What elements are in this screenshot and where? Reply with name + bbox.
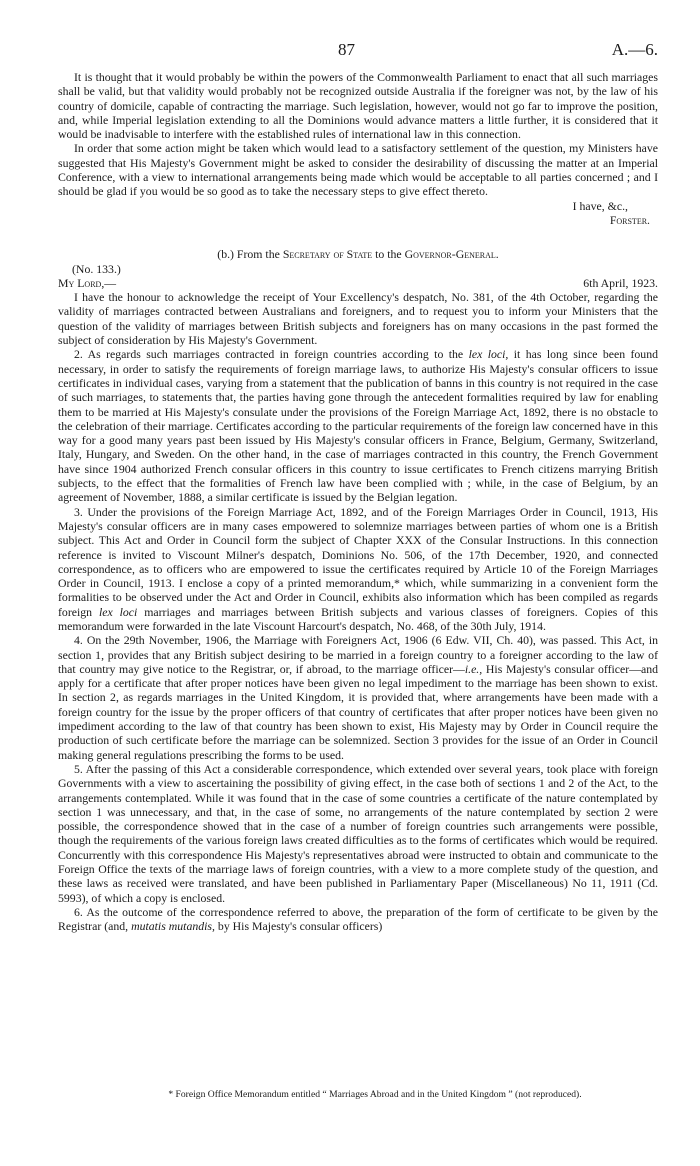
salutation: My Lord,— xyxy=(58,275,117,290)
page-number: 87 xyxy=(338,40,355,59)
intro-paragraph: In order that some action might be taken which would lead to a satisfactory settlement of the question, my Ministers have suggested that His Majesty's Government might be asked to consider the desirability of discussing the matter at an Imperial Conference, with a view to international arrangements being made which would be acceptable to all parties concerned ; and I should be glad if you would be so good as to take the necessary steps to give effect thereto. xyxy=(58,141,658,199)
paragraph-2: 2. As regards such marriages contracted in foreign countries according to the lex loci, it has long since been found necessary, in order to satisfy the requirements of foreign marriage laws, to authorize His Majesty's consular officers to issue certificates in individual cases, varying from a statement that the publication of banns in this country is not required in the case of such marriages, to statements that, the parties having gone through the antecedent formalities required by law for enabling them to be married at His Majesty's consulate under the provisions of the Foreign Marriage Act, 1892, there is no obstacle to the celebration of their marriage. Certificates according to the particular requirements of the foreign law concerned have in this way for a good many years past been issued by His Majesty's consular officers in France, Belgium, Germany, Switzerland, Italy, Hungary, and Sweden. On the other hand, in the case of marriages contracted in this country, the French Government have since 1904 authorized French consular officers in this country to issue certificates to French citizens marrying British subjects, to the effect that the formalities of French law have been complied with ; while, in the case of Belgium, by an agreement of November, 1888, a similar certificate is issued by the Belgian legation. xyxy=(58,347,659,505)
section-heading xyxy=(58,247,658,261)
paragraph-1: I have the honour to acknowledge the receipt of Your Excellency's despatch, No. 381, of the 4th October, regarding the validity of marriages contracted between Australians and foreigners, and to request you to inform your Ministers that the question of the validity of marriages between British subjects and foreigners has on many occasions in the past formed the subject of consideration by His Majesty's Government. xyxy=(58,290,658,348)
paragraph-3: 3. Under the provisions of the Foreign Marriage Act, 1892, and of the Foreign Marriages Order in Council, 1913, His Majesty's consular officers are in many cases empowered to solemnize marriages between parties of whom one is a British subject. This Act and Order in Council form the subject of Chapter XXX of the Consular Instructions. In this connection reference is invited to Viscount Milner's despatch, Dominions No. 506, of the 17th December, 1920, and connected correspondence, as to officers who are empowered to issue the certificates required by Article 10 of the Foreign Marriages Order in Council, 1913. I enclose a copy of a printed memorandum,* which, while summarizing in a convenient form the formalities to be observed under the Act and Order in Council, exhibits also information which has been compiled as regards foreign lex loci marriages and marriages between British subjects and various classes of foreigners. Copies of this memorandum were forwarded in the late Viscount Harcourt's despatch, No. 468, of the 30th July, 1914. xyxy=(58,504,659,633)
letter-date: 6th April, 1923. xyxy=(583,275,658,290)
paragraph-6: 6. As the outcome of the correspondence referred to above, the preparation of the form of certificate to be given by the Registrar (and, mutatis mutandis, by His Majesty's consular officers) xyxy=(58,904,658,934)
signoff-signature: Forster. xyxy=(609,212,650,227)
signoff-closing: I have, &c., xyxy=(572,198,628,213)
despatch-number: (No. 133.) xyxy=(72,261,121,276)
heading-prefix: (b.) From the xyxy=(217,247,280,262)
paragraph-4: 4. On the 29th November, 1906, the Marriage with Foreigners Act, 1906 (6 Edw. VII, Ch. 40), was passed. This Act, in section 1, provides that any British subject desiring to be married in a foreign country to a foreigner according to the law of that country may give notice to the Registrar, or, if abroad, to the marriage officer—i.e., His Majesty's consular officer—and apply for a certificate that after proper notices have been given no legal impediment to the marriage has been shown to exist. In section 2, as regards marriages in the United Kingdom, it is provided that, where arrangements have been made with a foreign country for the issue by the proper officers of that country of certificates that after proper notices have been given no impediment according to the law of that country has been shown to exist, His Majesty may by Order in Council require the production of such certificate before the marriage can be solemnized. Section 3 provides for the issue of an Order in Council making general regulations prescribing the forms to be used. xyxy=(58,633,659,762)
page-header xyxy=(0,40,700,62)
salutation-row xyxy=(58,276,658,290)
intro-paragraph: It is thought that it would probably be within the powers of the Commonwealth Parliament to enact that all such marriages shall be valid, but that validity would probably not be recognized outside Australia if the foreigner was not, by the law of his country of domicile, capable of contracting the marriage. Such legislation, however, would not go far to improve the position, and, while Imperial legislation extending to all the Dominions would advance matters a little further, it is considered that it would be inadvisable to interfere with the established rules of international law in this connection. xyxy=(58,70,658,142)
heading-mid: to the xyxy=(375,247,402,262)
heading-from: Secretary of State xyxy=(282,247,373,262)
footnote: * Foreign Office Memorandum entitled “ Marriages Abroad and in the United Kingdom ” (not reproduced). xyxy=(168,1089,582,1100)
heading-to: Governor-General. xyxy=(404,247,499,262)
document-reference: A.—6. xyxy=(611,40,658,59)
paragraph-5: 5. After the passing of this Act a considerable correspondence, which extended over several years, took place with foreign Governments with a view to ascertaining the possibility of giving effect, in the case both of sections 1 and 2 of the Act, to the arrangements contemplated. While it was found that in the case of some countries a certificate of the nature contemplated by section 1 was unnecessary, and that, in the case of some, no arrangements of the nature contemplated by section 2 were possible, the correspondence showed that in the case of a number of foreign countries such arrangements were possible, though the requirements of the various foreign laws created difficulties as to the forms of certificates which would be required. Concurrently with this correspondence His Majesty's representatives abroad were instructed to obtain and communicate to the Foreign Office the texts of the marriage laws of foreign countries, with a view to a more complete study of the question, and these laws as received were translated, and have been published in Parliamentary Paper (Miscellaneous) No 11, 1911 (Cd. 5993), of which a copy is enclosed. xyxy=(58,761,658,905)
document-body xyxy=(58,70,658,934)
